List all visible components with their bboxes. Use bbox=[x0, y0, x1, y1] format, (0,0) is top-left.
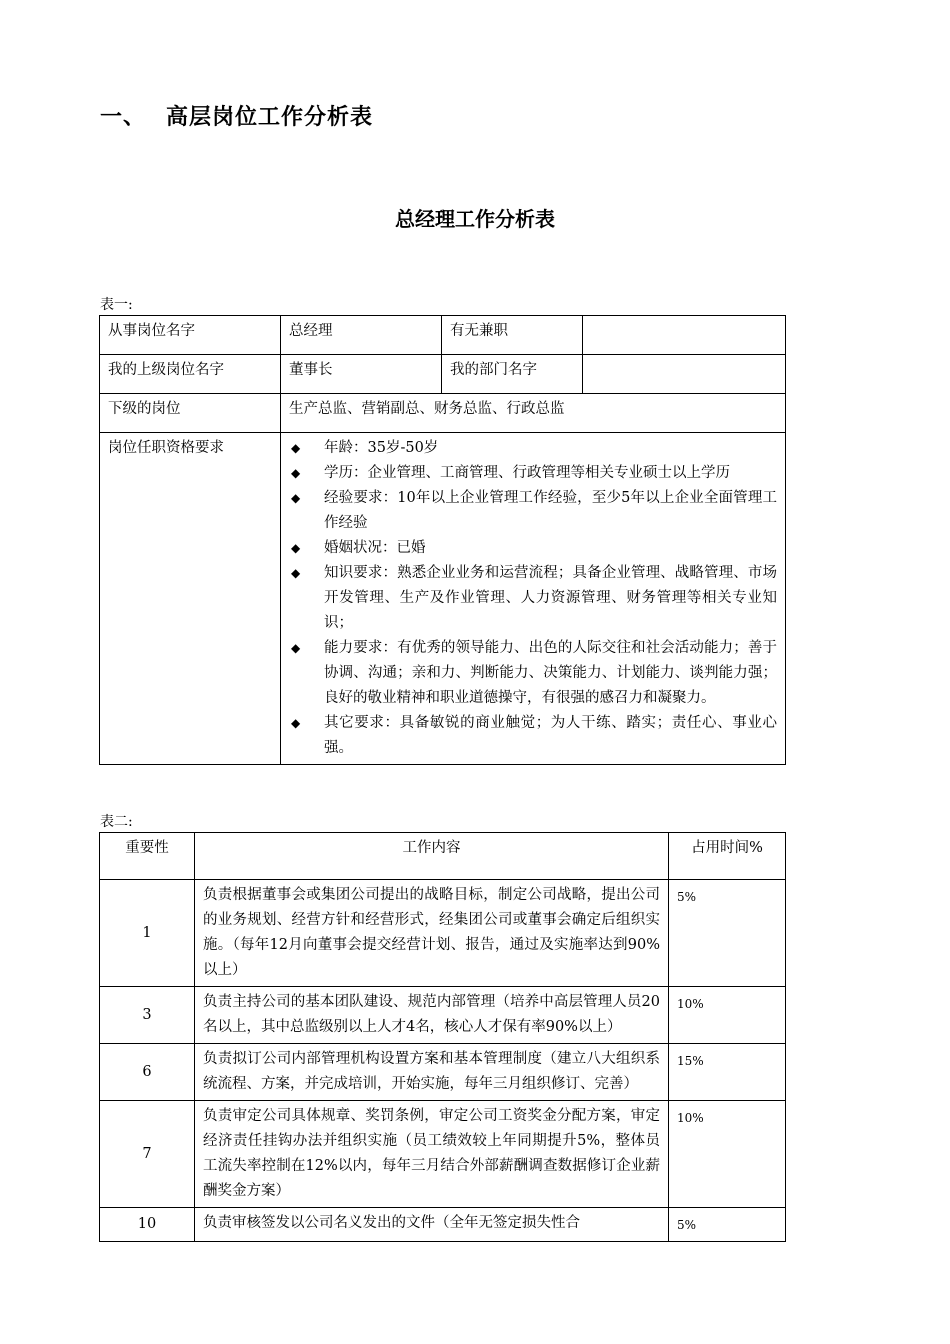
content-header: 工作内容 bbox=[195, 833, 669, 880]
content-cell: 负责根据董事会或集团公司提出的战略目标，制定公司战略，提出公司的业务规划、经营方针和经营形式，经集团公司或董事会确定后组织实施。（每年12月向董事会提交经营计划、报告，通过及实施率达到90%以上） bbox=[195, 880, 669, 987]
requirements-list bbox=[289, 436, 777, 761]
importance-header: 重要性 bbox=[100, 833, 195, 880]
section-heading bbox=[100, 100, 373, 131]
importance-cell: 10 bbox=[100, 1208, 195, 1242]
list-item: ◆ 年龄：35岁-50岁 bbox=[289, 436, 777, 461]
content-cell: 负责审定公司具体规章、奖罚条例，审定公司工资奖金分配方案，审定经济责任挂钩办法并组织实施（员工绩效较上年同期提升5%，整体员工流失率控制在12%以内，每年三月结合外部薪酬调查数据修订企业薪酬奖金方案） bbox=[195, 1101, 669, 1208]
content-cell: 负责审核签发以公司名义发出的文件（全年无签定损失性合 bbox=[195, 1208, 669, 1242]
position-value: 总经理 bbox=[281, 316, 442, 355]
concurrent-label: 有无兼职 bbox=[442, 316, 583, 355]
table-row bbox=[100, 987, 786, 1044]
list-item: ◆ 知识要求：熟悉企业业务和运营流程；具备企业管理、战略管理、市场开发管理、生产及作业管理、人力资源管理、财务管理等相关专业知识； bbox=[289, 561, 777, 636]
time-cell bbox=[669, 1044, 786, 1101]
time-cell bbox=[669, 880, 786, 987]
concurrent-value bbox=[583, 316, 786, 355]
department-value bbox=[583, 355, 786, 394]
list-item: ◆ 经验要求：10年以上企业管理工作经验，至少5年以上企业全面管理工作经验 bbox=[289, 486, 777, 536]
time-cell bbox=[669, 1101, 786, 1208]
subordinate-label: 下级的岗位 bbox=[100, 394, 281, 433]
list-item: ◆ 婚姻状况：已婚 bbox=[289, 536, 777, 561]
superior-label: 我的上级岗位名字 bbox=[100, 355, 281, 394]
time-value: 10% bbox=[677, 997, 704, 1011]
department-label: 我的部门名字 bbox=[442, 355, 583, 394]
importance-cell: 6 bbox=[100, 1044, 195, 1101]
table-row bbox=[100, 433, 786, 765]
work-content-table bbox=[99, 832, 786, 1242]
time-cell bbox=[669, 1208, 786, 1242]
table-row bbox=[100, 880, 786, 987]
position-label: 从事岗位名字 bbox=[100, 316, 281, 355]
importance-cell: 1 bbox=[100, 880, 195, 987]
table-row bbox=[100, 1208, 786, 1242]
list-item: ◆ 学历：企业管理、工商管理、行政管理等相关专业硕士以上学历 bbox=[289, 461, 777, 486]
table-row bbox=[100, 316, 786, 355]
time-value: 10% bbox=[677, 1111, 704, 1125]
importance-cell: 7 bbox=[100, 1101, 195, 1208]
time-cell bbox=[669, 987, 786, 1044]
time-value: 5% bbox=[677, 890, 697, 904]
document-title: 总经理工作分析表 bbox=[395, 207, 555, 231]
time-value: 5% bbox=[677, 1218, 697, 1232]
list-item: ◆ 其它要求：具备敏锐的商业触觉；为人干练、踏实；责任心、事业心强。 bbox=[289, 711, 777, 761]
table-row bbox=[100, 1044, 786, 1101]
content-cell: 负责拟订公司内部管理机构设置方案和基本管理制度（建立八大组织系统流程、方案，并完成培训，开始实施，每年三月组织修订、完善） bbox=[195, 1044, 669, 1101]
list-item: ◆ 能力要求：有优秀的领导能力、出色的人际交往和社会活动能力；善于协调、沟通；亲和力、判断能力、决策能力、计划能力、谈判能力强；良好的敬业精神和职业道德操守，有很强的感召力和凝聚力。 bbox=[289, 636, 777, 711]
requirements-cell bbox=[281, 433, 786, 765]
table1-caption: 表一: bbox=[100, 297, 133, 313]
content-cell: 负责主持公司的基本团队建设、规范内部管理（培养中高层管理人员20名以上，其中总监级别以上人才4名，核心人才保有率90%以上） bbox=[195, 987, 669, 1044]
table-header-row bbox=[100, 833, 786, 880]
table2-caption: 表二: bbox=[100, 814, 133, 830]
subordinate-value: 生产总监、营销副总、财务总监、行政总监 bbox=[281, 394, 786, 433]
superior-value: 董事长 bbox=[281, 355, 442, 394]
section-title: 高层岗位工作分析表 bbox=[166, 105, 374, 130]
job-info-table bbox=[99, 315, 786, 765]
importance-cell: 3 bbox=[100, 987, 195, 1044]
table-row bbox=[100, 1101, 786, 1208]
requirements-label: 岗位任职资格要求 bbox=[100, 433, 281, 765]
table-row bbox=[100, 355, 786, 394]
section-number: 一、 bbox=[100, 105, 147, 130]
table-row bbox=[100, 394, 786, 433]
time-value: 15% bbox=[677, 1054, 704, 1068]
time-header: 占用时间% bbox=[669, 833, 786, 880]
